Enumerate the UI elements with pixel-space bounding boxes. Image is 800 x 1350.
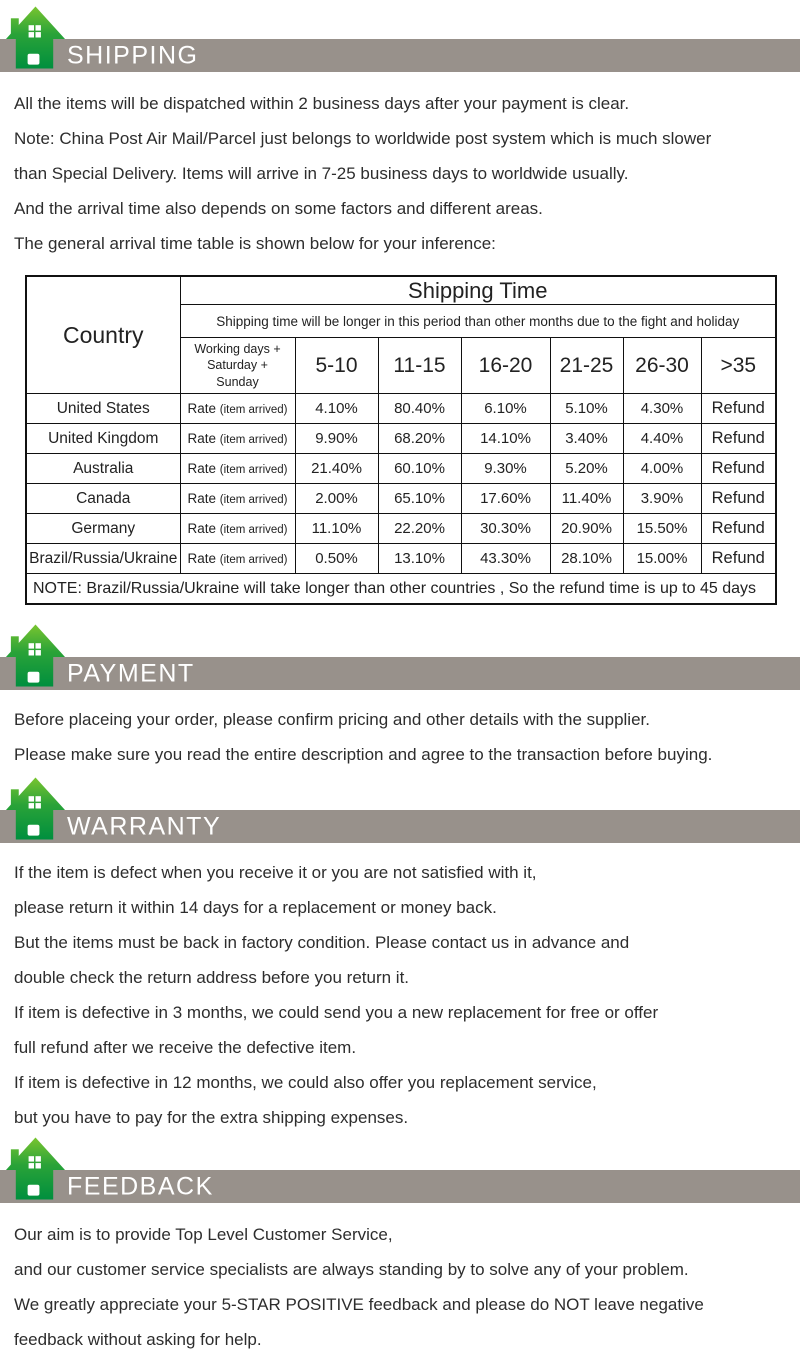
paragraph: Please make sure you read the entire description and agree to the transaction before buying. [14, 745, 713, 764]
paragraph: than Special Delivery. Items will arrive in 7-25 business days to worldwide usually. [14, 164, 629, 183]
refund-cell: Refund [701, 514, 776, 544]
feedback-paragraphs [0, 1217, 800, 1350]
paragraph: The general arrival time table is shown below for your inference: [14, 234, 496, 253]
rate-value-cell: 17.60% [461, 484, 550, 514]
house-icon [3, 776, 66, 840]
rate-value-cell: 3.90% [623, 484, 701, 514]
day-range-cell: 16-20 [461, 338, 550, 394]
payment-section-header [0, 623, 800, 690]
rate-label: Rate [187, 491, 217, 506]
rate-cell [180, 424, 295, 454]
paragraph: All the items will be dispatched within 2 business days after your payment is clear. [14, 94, 630, 113]
rate-value-cell: 11.40% [550, 484, 623, 514]
rate-sublabel: (item arrived) [219, 494, 288, 506]
section-feedback [0, 1136, 800, 1350]
rate-value-cell: 3.40% [550, 424, 623, 454]
house-icon [3, 5, 66, 69]
country-cell: United States [26, 394, 180, 424]
rate-value-cell: 6.10% [461, 394, 550, 424]
warranty-banner [0, 810, 800, 843]
country-cell: United Kingdom [26, 424, 180, 454]
paragraph: full refund after we receive the defective item. [14, 1038, 357, 1057]
warranty-section-header [0, 776, 800, 843]
shipping-time-header-cell: Shipping Time [180, 276, 776, 305]
paragraph: If item is defective in 3 months, we could send you a new replacement for free or offer [14, 1003, 659, 1022]
day-range-cell: 5-10 [295, 338, 378, 394]
refund-cell: Refund [701, 544, 776, 574]
rate-value-cell: 20.90% [550, 514, 623, 544]
rate-value-cell: 30.30% [461, 514, 550, 544]
warranty-title: WARRANTY [67, 812, 222, 840]
rate-value-cell: 5.20% [550, 454, 623, 484]
rate-value-cell: 13.10% [378, 544, 461, 574]
payment-paragraphs [0, 702, 800, 772]
table-row [26, 574, 776, 605]
refund-cell: Refund [701, 484, 776, 514]
country-cell: Brazil/Russia/Ukraine [26, 544, 180, 574]
working-days-line: Sunday [216, 374, 259, 389]
rate-value-cell: 9.90% [295, 424, 378, 454]
paragraph: We greatly appreciate your 5-STAR POSITIVE feedback and please do NOT leave negative [14, 1295, 704, 1314]
rate-value-cell: 28.10% [550, 544, 623, 574]
rate-value-cell: 43.30% [461, 544, 550, 574]
paragraph: double check the return address before you return it. [14, 968, 410, 987]
refund-cell: Refund [701, 424, 776, 454]
paragraph: Before placeing your order, please confirm pricing and other details with the supplier. [14, 710, 650, 729]
rate-value-cell: 9.30% [461, 454, 550, 484]
paragraph: and our customer service specialists are always standing by to solve any of your problem. [14, 1260, 689, 1279]
shipping-time-table [25, 275, 777, 605]
rate-value-cell: 80.40% [378, 394, 461, 424]
rate-sublabel: (item arrived) [219, 524, 288, 536]
rate-value-cell: 0.50% [295, 544, 378, 574]
table-row [26, 394, 776, 424]
rate-value-cell: 60.10% [378, 454, 461, 484]
day-range-cell: 26-30 [623, 338, 701, 394]
working-days-cell [180, 338, 295, 394]
rate-value-cell: 15.50% [623, 514, 701, 544]
rate-value-cell: 4.10% [295, 394, 378, 424]
table-row [26, 544, 776, 574]
paragraph: If the item is defect when you receive it or you are not satisfied with it, [14, 863, 537, 882]
working-days-line: Working days + [194, 342, 281, 357]
rate-value-cell: 14.10% [461, 424, 550, 454]
warranty-paragraphs [0, 855, 800, 1135]
table-row [26, 454, 776, 484]
rate-value-cell: 22.20% [378, 514, 461, 544]
rate-cell [180, 544, 295, 574]
working-days-line: Saturday + [207, 358, 268, 373]
table-row [26, 514, 776, 544]
shipping-section-header [0, 5, 800, 72]
feedback-title: FEEDBACK [67, 1172, 214, 1200]
country-cell: Canada [26, 484, 180, 514]
feedback-section-header [0, 1136, 800, 1203]
paragraph: but you have to pay for the extra shipping expenses. [14, 1108, 409, 1127]
country-cell: Australia [26, 454, 180, 484]
refund-cell: Refund [701, 454, 776, 484]
rate-value-cell: 2.00% [295, 484, 378, 514]
rate-value-cell: 4.40% [623, 424, 701, 454]
day-range-cell: 21-25 [550, 338, 623, 394]
rate-label: Rate [187, 401, 217, 416]
house-icon [3, 623, 66, 687]
table-note-cell: NOTE: Brazil/Russia/Ukraine will take longer than other countries , So the refund time is up to 45 days [26, 574, 776, 605]
rate-cell [180, 394, 295, 424]
rate-value-cell: 21.40% [295, 454, 378, 484]
paragraph: Our aim is to provide Top Level Customer Service, [14, 1225, 393, 1244]
rate-value-cell: 11.10% [295, 514, 378, 544]
subtitle-cell: Shipping time will be longer in this period than other months due to the fight and holiday [180, 305, 776, 338]
country-cell: Germany [26, 514, 180, 544]
rate-cell [180, 484, 295, 514]
rate-sublabel: (item arrived) [219, 404, 288, 416]
rate-label: Rate [187, 551, 217, 566]
rate-cell [180, 454, 295, 484]
shipping-title: SHIPPING [67, 41, 199, 69]
shipping-paragraphs [0, 86, 800, 261]
rate-sublabel: (item arrived) [219, 434, 288, 446]
rate-value-cell: 15.00% [623, 544, 701, 574]
shipping-banner [0, 39, 800, 72]
payment-banner [0, 657, 800, 690]
paragraph: But the items must be back in factory condition. Please contact us in advance and [14, 933, 630, 952]
rate-label: Rate [187, 431, 217, 446]
house-icon [3, 1136, 66, 1200]
section-payment [0, 623, 800, 772]
paragraph: please return it within 14 days for a replacement or money back. [14, 898, 497, 917]
rate-sublabel: (item arrived) [219, 464, 288, 476]
table-row [26, 276, 776, 305]
rate-cell [180, 514, 295, 544]
payment-title: PAYMENT [67, 659, 195, 687]
rate-value-cell: 5.10% [550, 394, 623, 424]
rate-value-cell: 4.30% [623, 394, 701, 424]
table-row [26, 484, 776, 514]
section-shipping [0, 5, 800, 605]
paragraph: If item is defective in 12 months, we could also offer you replacement service, [14, 1073, 597, 1092]
table-row [26, 424, 776, 454]
section-warranty [0, 776, 800, 1135]
paragraph: And the arrival time also depends on some factors and different areas. [14, 199, 543, 218]
feedback-banner [0, 1170, 800, 1203]
country-header-cell: Country [26, 276, 180, 394]
rate-value-cell: 4.00% [623, 454, 701, 484]
refund-cell: Refund [701, 394, 776, 424]
paragraph: Note: China Post Air Mail/Parcel just belongs to worldwide post system which is much slower [14, 129, 712, 148]
day-range-cell: >35 [701, 338, 776, 394]
rate-label: Rate [187, 521, 217, 536]
rate-label: Rate [187, 461, 217, 476]
rate-value-cell: 65.10% [378, 484, 461, 514]
rate-value-cell: 68.20% [378, 424, 461, 454]
paragraph: feedback without asking for help. [14, 1330, 262, 1349]
rate-sublabel: (item arrived) [219, 554, 288, 566]
day-range-cell: 11-15 [378, 338, 461, 394]
